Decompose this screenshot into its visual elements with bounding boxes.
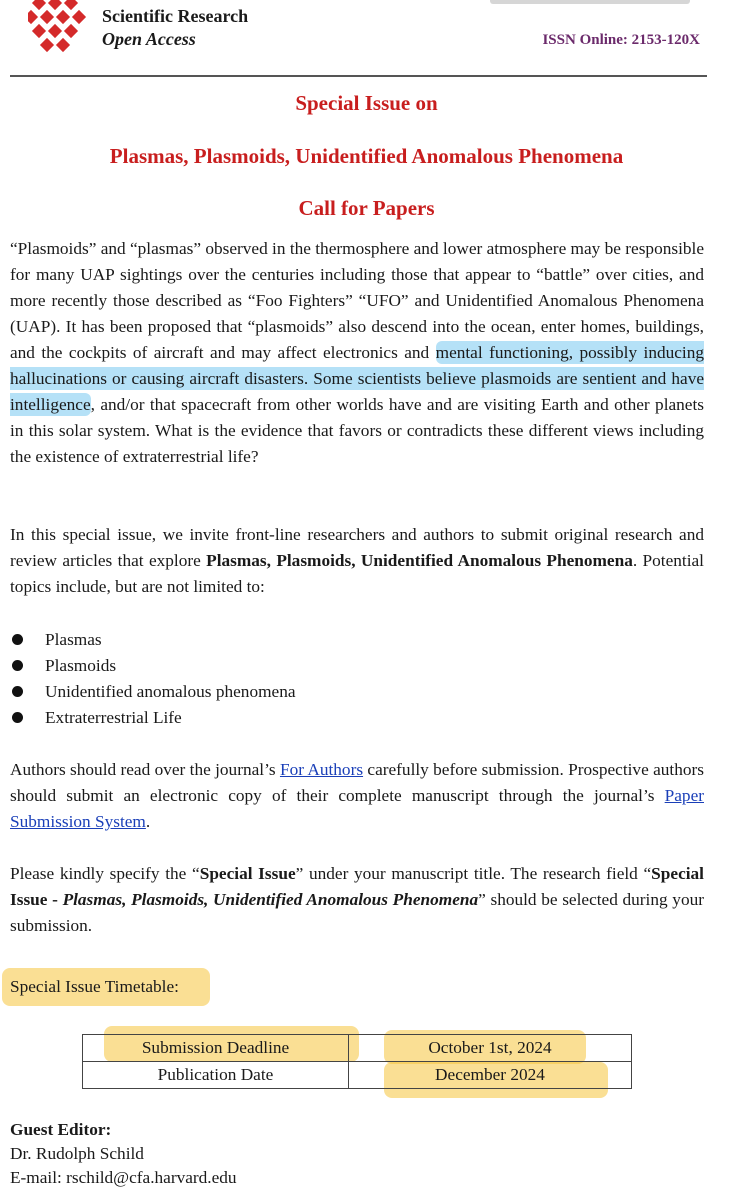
authors-note-text: carefully before submission. Prospective authors should submit an electronic copy of their complete manuscript through the journal’s	[10, 760, 704, 805]
invitation-paragraph	[10, 522, 704, 600]
table-row	[83, 1062, 632, 1089]
authors-note-text: Authors should read over the journal’s	[10, 760, 280, 779]
table-cell: October 1st, 2024	[349, 1035, 632, 1062]
topic-label: Unidentified anomalous phenomena	[45, 682, 296, 701]
topics-list	[10, 627, 296, 731]
issn-number: ISSN Online: 2153-120X	[542, 32, 700, 48]
specify-note-paragraph	[10, 861, 704, 939]
guest-editor-email: E-mail: rschild@cfa.harvard.edu	[10, 1168, 237, 1187]
for-authors-link[interactable]: For Authors	[279, 760, 364, 779]
table-cell: December 2024	[349, 1062, 632, 1089]
table-row	[83, 1035, 632, 1062]
intro-paragraph	[10, 236, 704, 470]
bullet-icon	[12, 712, 23, 723]
special-issue-topic: Plasmas, Plasmoids, Unidentified Anomalous Phenomena	[109, 144, 624, 168]
journal-header	[0, 0, 733, 78]
topic-label: Plasmoids	[45, 656, 117, 675]
authors-note-paragraph	[10, 757, 704, 835]
highlighted-text: mental functioning, possibly inducing hallucinations or causing aircraft disasters. Some scientists believe plasmoids are sentient and have intelligence	[10, 343, 704, 414]
list-item	[10, 679, 296, 705]
publisher-logo	[28, 0, 88, 58]
list-item	[10, 705, 296, 731]
guest-editor-label: Guest Editor:	[10, 1120, 112, 1139]
bullet-icon	[12, 634, 23, 645]
specify-bold-italic: Plasmas, Plasmoids, Unidentified Anomalous Phenomena	[62, 890, 479, 909]
publisher-tagline: Open Access	[102, 29, 196, 49]
paper-submission-system-link[interactable]: Paper Submission System	[10, 786, 704, 831]
guest-editor-name: Dr. Rudolph Schild	[10, 1144, 144, 1163]
authors-note-text: .	[145, 812, 151, 831]
specify-text: ” under your manuscript title. The research field “	[295, 864, 652, 883]
publisher-name: Scientific Research	[102, 6, 249, 26]
header-divider	[10, 75, 707, 77]
intro-text-part1: “Plasmoids” and “plasmas” observed in the thermosphere and lower atmosphere may be responsible for many UAP sightings over the centuries including those that appear to “battle” over cities, and more recently those described as “Foo Fighters” “UFO” and Unidentified Anomalous Phenomena (UAP). It has been proposed that “plasmoids” also descend into the ocean, enter homes, buildings, and the cockpits of aircraft and may affect electronics and	[10, 239, 704, 362]
intro-text-part2: , and/or that spacecraft from other worlds have and are visiting Earth and other planets in this solar system. What is the evidence that favors or contradicts these different views including the existence of extraterrestrial life?	[10, 395, 704, 466]
cropped-header-text	[490, 0, 690, 4]
specify-bold: Special Issue	[199, 864, 296, 883]
invitation-topic: Plasmas, Plasmoids, Unidentified Anomalous Phenomena	[206, 551, 633, 570]
specify-text: Please kindly specify the “	[10, 864, 200, 883]
list-item	[10, 627, 296, 653]
bullet-icon	[12, 660, 23, 671]
topic-label: Extraterrestrial Life	[45, 708, 182, 727]
guest-editor-block	[10, 1118, 237, 1190]
table-cell: Submission Deadline	[83, 1035, 349, 1062]
invitation-text: In this special issue, we invite front-line researchers and authors to submit original research and review articles that explore	[10, 525, 704, 570]
timetable-label: Special Issue Timetable:	[10, 977, 179, 996]
specify-bold: Special Issue -	[10, 864, 704, 909]
invitation-text-end: . Potential topics include, but are not limited to:	[10, 551, 704, 596]
table-cell: Publication Date	[83, 1062, 349, 1089]
list-item	[10, 653, 296, 679]
timetable	[82, 1034, 632, 1089]
specify-text: ” should be selected during your submission.	[10, 890, 704, 935]
special-issue-heading: Special Issue on	[295, 91, 438, 115]
topic-label: Plasmas	[45, 630, 102, 649]
bullet-icon	[12, 686, 23, 697]
call-for-papers-heading: Call for Papers	[298, 196, 435, 220]
